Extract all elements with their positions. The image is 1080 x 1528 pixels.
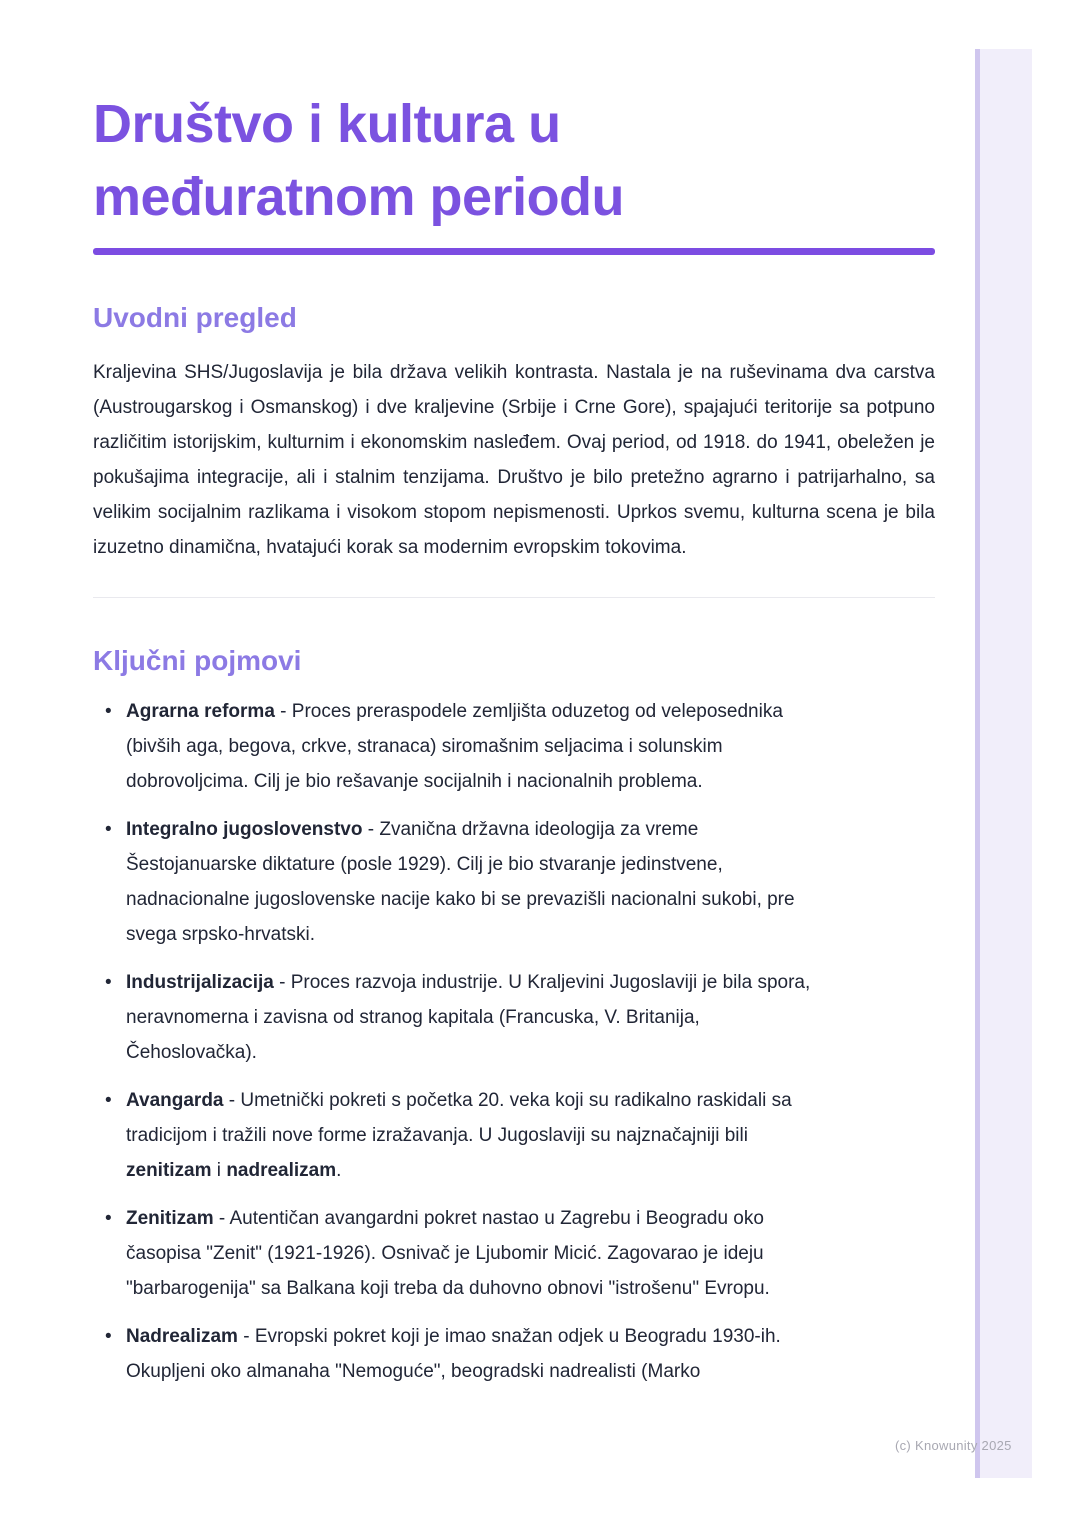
term-label: Agrarna reforma [126,701,275,722]
bullet-icon: • [105,972,112,993]
term-definition: - Proces razvoja industrije. U Kraljevini Jugoslaviji je bila spora, neravnomerna i zavisna od stranog kapitala (Francuska, V. Britanija, Čehoslovačka). [126,972,811,1063]
bullet-icon: • [105,1326,112,1347]
copyright-watermark: (c) Knowunity 2025 [895,1438,1012,1453]
bullet-icon: • [105,1090,112,1111]
section-heading-intro: Uvodni pregled [93,302,297,333]
list-item-industrijalizacija [105,965,831,1070]
term-definition: - Proces preraspodele zemljišta oduzetog od veleposednika (bivših aga, begova, crkve, stranaca) siromašnim seljacima i solunskim dobrovoljcima. Cilj je bio rešavanje socijalnih i nacionalnih problema. [126,701,783,792]
term-definition: - Autentičan avangardni pokret nastao u Zagrebu i Beogradu oko časopisa "Zenit" (1921-1926). Osnivač je Ljubomir Micić. Zagovarao je ideju "barbarogenija" sa Balkana koji treba da duhovno obnovi "istrošenu" Evropu. [126,1208,770,1299]
section-divider [93,597,935,598]
term-inline-bold-zenitizam: zenitizam [126,1160,212,1181]
list-item-integralno-jugoslovenstvo [105,812,831,952]
page-title-line1: Društvo i kultura u [93,94,561,154]
key-terms-list [93,694,935,1389]
term-definition: - Evropski pokret koji je imao snažan odjek u Beogradu 1930-ih. Okupljeni oko almanaha "Nemoguće", beogradski nadrealisti (Marko [126,1326,781,1382]
term-label: Zenitizam [126,1208,214,1229]
list-item-avangarda [105,1083,831,1188]
bullet-icon: • [105,701,112,722]
list-item-agrarna-reforma [105,694,831,799]
page-title-line2: međuratnom periodu [93,167,625,227]
page-title [93,0,935,234]
list-item-zenitizam [105,1201,831,1306]
term-inline-bold-nadrealizam: nadrealizam [226,1160,337,1181]
list-item-nadrealizam [105,1319,831,1389]
bullet-icon: • [105,819,112,840]
term-definition-end: . [336,1160,342,1181]
term-label: Industrijalizacija [126,972,274,993]
next-page-edge [975,49,1032,1478]
title-underline-rule [93,248,935,255]
bullet-icon: • [105,1208,112,1229]
term-label: Avangarda [126,1090,224,1111]
term-definition-conjunction: i [211,1160,227,1181]
page-content [93,0,935,1402]
term-definition: - Umetnički pokreti s početka 20. veka koji su radikalno raskidali sa tradicijom i tražili nove forme izražavanja. U Jugoslaviji su najznačajniji bili [126,1090,792,1146]
term-label: Nadrealizam [126,1326,238,1347]
term-label: Integralno jugoslovenstvo [126,819,363,840]
section-heading-key-terms: Ključni pojmovi [93,645,302,676]
intro-paragraph: Kraljevina SHS/Jugoslavija je bila država velikih kontrasta. Nastala je na ruševinama dva carstva (Austrougarskog i Osmanskog) i dve kraljevine (Srbije i Crne Gore), spajajući teritorije sa potpuno različitim istorijskim, kulturnim i ekonomskim nasleđem. Ovaj period, od 1918. do 1941, obeležen je pokušajima integracije, ali i stalnim tenzijama. Društvo je bilo pretežno agrarno i patrijarhalno, sa velikim socijalnim razlikama i visokom stopom nepismenosti. Uprkos svemu, kulturna scena je bila izuzetno dinamična, hvatajući korak sa modernim evropskim tokovima. [93,362,935,558]
term-definition: - Zvanična državna ideologija za vreme Šestojanuarske diktature (posle 1929). Cilj je bio stvaranje jedinstvene, nadnacionalne jugoslovenske nacije kako bi se prevazišli nacionalni sukobi, pre svega srpsko-hrvatski. [126,819,795,945]
